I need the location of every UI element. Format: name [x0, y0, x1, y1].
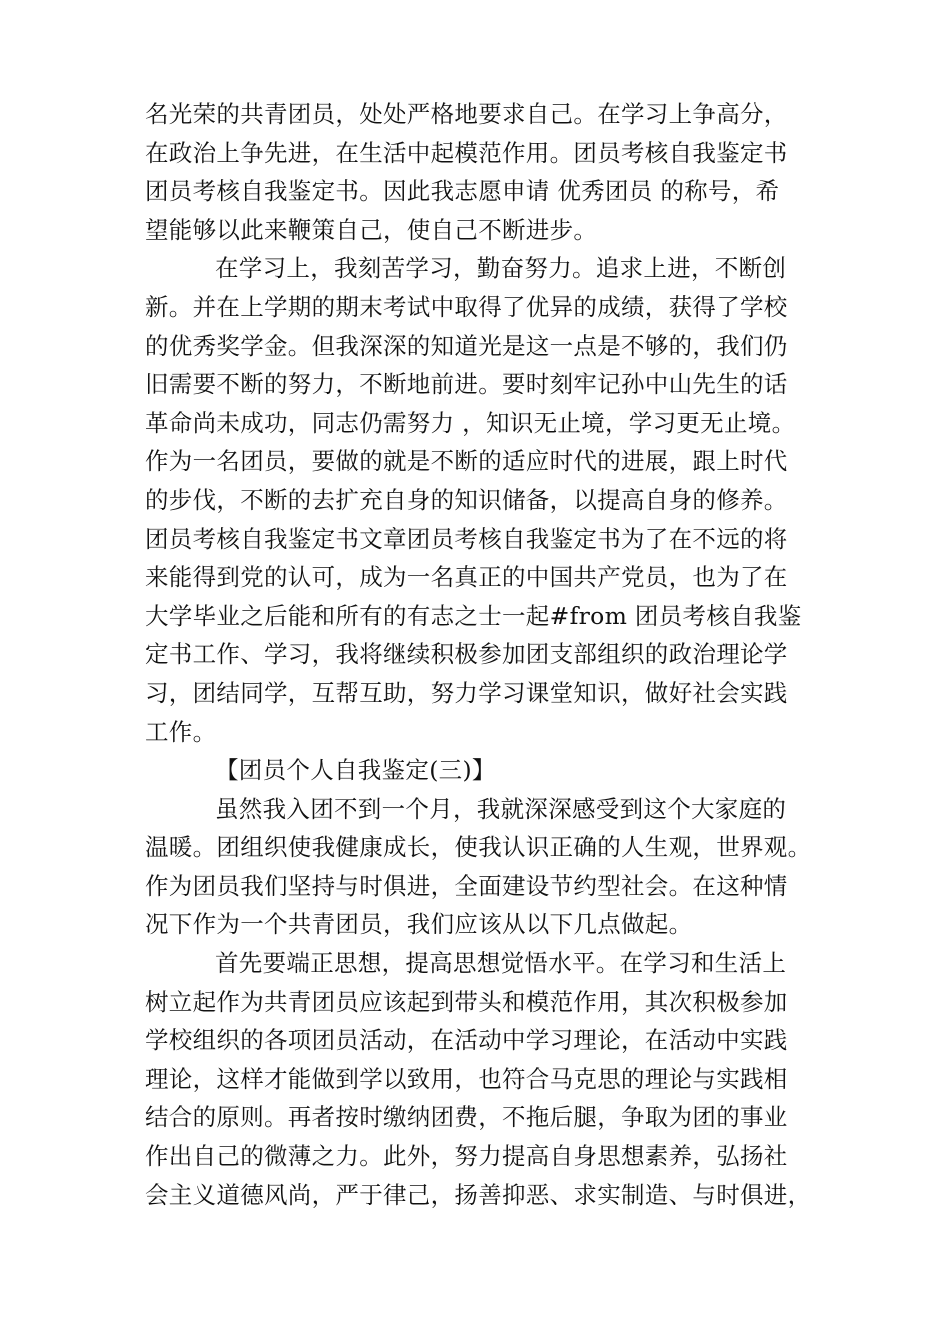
text-line: 团员考核自我鉴定书。因此我志愿申请 优秀团员 的称号，希 [145, 177, 780, 206]
text-line: 来能得到党的认可，成为一名真正的中国共产党员，也为了在 [145, 563, 788, 592]
document-body [145, 95, 825, 1214]
text-line: 革命尚未成功，同志仍需努力 ，知识无止境，学习更无止境。 [145, 408, 796, 437]
text-line: 旧需要不断的努力，不断地前进。要时刻牢记孙中山先生的话 [145, 370, 788, 399]
text-line: 新。并在上学期的期末考试中取得了优异的成绩，获得了学校 [145, 292, 788, 321]
text-line: 会主义道德风尚，严于律己，扬善抑恶、求实制造、与时俱进， [145, 1180, 812, 1209]
text-line: 结合的原则。再者按时缴纳团费，不拖后腿，争取为团的事业 [145, 1103, 788, 1132]
text-line: 作为团员我们坚持与时俱进，全面建设节约型社会。在这种情 [145, 871, 788, 900]
text-line: 望能够以此来鞭策自己，使自己不断进步。 [145, 215, 598, 244]
text-line: 工作。 [145, 717, 217, 746]
text-line: 作为一名团员，要做的就是不断的适应时代的进展，跟上时代 [145, 447, 788, 476]
text-line: 作出自己的微薄之力。此外，努力提高自身思想素养，弘扬社 [145, 1142, 788, 1171]
paragraph-first-line: 在学习上，我刻苦学习，勤奋努力。追求上进，不断创 [215, 254, 787, 283]
text-line: 树立起作为共青团员应该起到带头和模范作用，其次积极参加 [145, 987, 788, 1016]
text-line: 在政治上争先进，在生活中起模范作用。团员考核自我鉴定书 [145, 138, 788, 167]
text-line: 定书工作、学习，我将继续积极参加团支部组织的政治理论学 [145, 640, 788, 669]
text-line: 大学毕业之后能和所有的有志之士一起#from 团员考核自我鉴 [145, 601, 802, 630]
text-line: 理论，这样才能做到学以致用，也符合马克思的理论与实践相 [145, 1064, 788, 1093]
text-line: 的优秀奖学金。但我深深的知道光是这一点是不够的，我们仍 [145, 331, 788, 360]
paragraph-first-line: 首先要端正思想，提高思想觉悟水平。在学习和生活上 [215, 949, 787, 978]
paragraph-first-line: 虽然我入团不到一个月，我就深深感受到这个大家庭的 [215, 794, 787, 823]
section-heading: 【团员个人自我鉴定(三)】 [215, 756, 496, 785]
text-line: 团员考核自我鉴定书文章团员考核自我鉴定书为了在不远的将 [145, 524, 788, 553]
text-line: 况下作为一个共青团员，我们应该从以下几点做起。 [145, 910, 693, 939]
text-line: 学校组织的各项团员活动，在活动中学习理论，在活动中实践 [145, 1026, 788, 1055]
text-line: 温暖。团组织使我健康成长，使我认识正确的人生观，世界观。 [145, 833, 812, 862]
text-line: 名光荣的共青团员，处处严格地要求自己。在学习上争高分， [145, 100, 788, 128]
text-line: 的步伐，不断的去扩充自身的知识储备，以提高自身的修养。 [145, 485, 788, 514]
text-line: 习，团结同学，互帮互助，努力学习课堂知识，做好社会实践 [145, 678, 788, 707]
